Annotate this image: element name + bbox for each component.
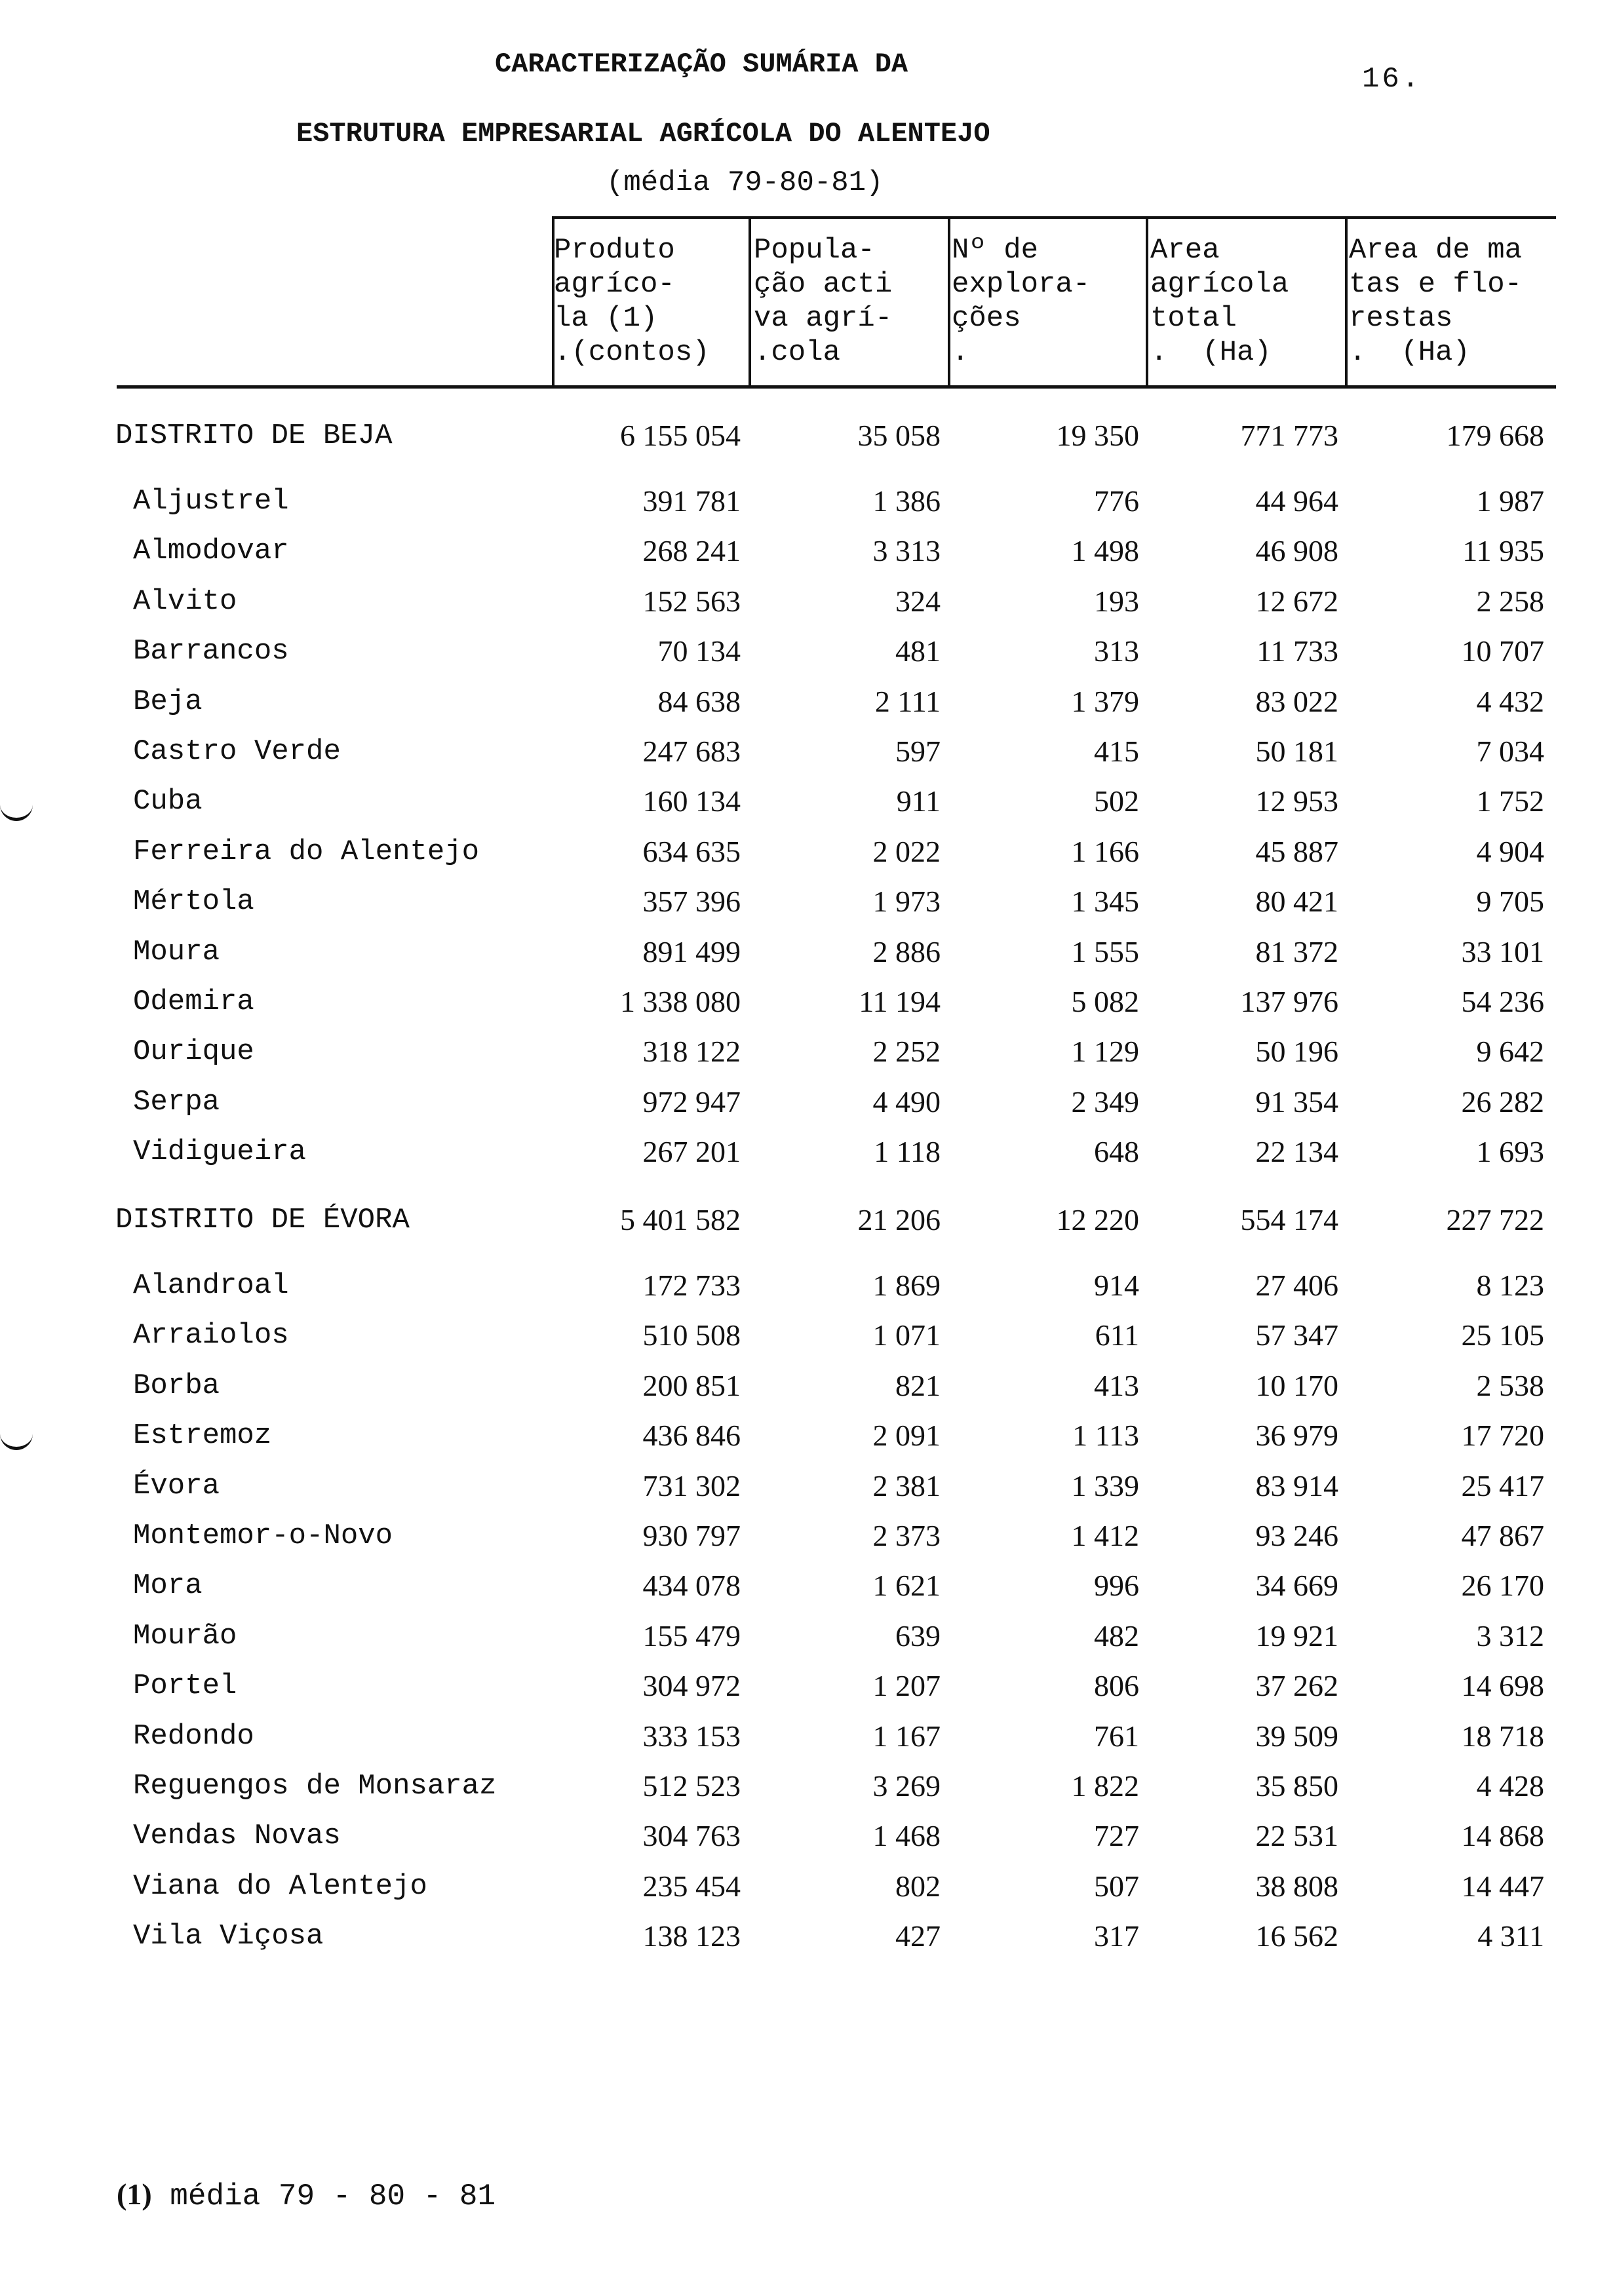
page-number: 16. [1362, 63, 1422, 96]
table-cell: 19 350 [1056, 419, 1139, 452]
table-row [0, 883, 1615, 920]
table-cell: 930 797 [642, 1519, 741, 1552]
table-cell: 8 123 [1476, 1269, 1544, 1302]
table-cell: 806 [1094, 1669, 1139, 1702]
table-cell: 3 269 [872, 1769, 941, 1803]
table-cell: 1 207 [872, 1669, 941, 1702]
table-cell: 33 101 [1461, 935, 1544, 968]
table-cell: 235 454 [642, 1869, 741, 1903]
municipality-name: Portel [133, 1670, 237, 1702]
header-top-rule [552, 216, 1556, 219]
table-cell: 2 373 [872, 1519, 941, 1552]
table-cell: 3 313 [872, 534, 941, 567]
table-cell: 155 479 [642, 1619, 741, 1653]
municipality-name: Mértola [133, 885, 254, 918]
table-cell: 639 [895, 1619, 941, 1653]
municipality-name: Aljustrel [133, 485, 289, 518]
table-cell: 1 338 080 [620, 985, 741, 1018]
table-cell: 27 406 [1255, 1269, 1338, 1302]
table-row [0, 1267, 1615, 1304]
table-cell: 1 987 [1476, 484, 1544, 518]
table-cell: 5 082 [1071, 985, 1139, 1018]
table-cell: 1 071 [872, 1318, 941, 1352]
table-cell: 554 174 [1240, 1203, 1338, 1236]
table-cell: 4 432 [1476, 685, 1544, 718]
table-cell: 50 196 [1255, 1035, 1338, 1068]
table-row [0, 1134, 1615, 1170]
table-row [0, 1668, 1615, 1704]
table-row [0, 1618, 1615, 1655]
table-row [0, 984, 1615, 1020]
table-row [0, 1567, 1615, 1604]
municipality-name: Castro Verde [133, 735, 341, 768]
table-cell: 179 668 [1446, 419, 1544, 452]
table-cell: 26 170 [1461, 1569, 1544, 1602]
table-cell: 2 886 [872, 935, 941, 968]
table-cell: 19 921 [1255, 1619, 1338, 1653]
municipality-name: Mora [133, 1569, 203, 1602]
table-cell: 510 508 [642, 1318, 741, 1352]
table-cell: 10 170 [1255, 1369, 1338, 1402]
table-cell: 172 733 [642, 1269, 741, 1302]
table-cell: 17 720 [1461, 1419, 1544, 1452]
table-row [0, 1868, 1615, 1905]
table-cell: 12 953 [1255, 784, 1338, 818]
table-cell: 1 621 [872, 1569, 941, 1602]
column-header-populacao-activa: Popula- ção acti va agrí- .cola [754, 234, 893, 369]
table-cell: 427 [895, 1919, 941, 1953]
table-cell: 911 [896, 784, 941, 818]
document-title-line-2: ESTRUTURA EMPRESARIAL AGRÍCOLA DO ALENTEJO [296, 118, 990, 149]
municipality-name: Borba [133, 1369, 220, 1402]
table-cell: 7 034 [1476, 735, 1544, 768]
table-cell: 304 763 [642, 1819, 741, 1852]
table-row [0, 1317, 1615, 1354]
table-cell: 21 206 [857, 1203, 941, 1236]
table-cell: 771 773 [1240, 419, 1338, 452]
municipality-name: Almodovar [133, 535, 289, 567]
table-cell: 34 669 [1255, 1569, 1338, 1602]
table-cell: 3 312 [1476, 1619, 1544, 1653]
table-cell: 333 153 [642, 1719, 741, 1753]
table-cell: 761 [1094, 1719, 1139, 1753]
table-row [0, 533, 1615, 569]
table-cell: 1 693 [1476, 1135, 1544, 1168]
table-cell: 227 722 [1446, 1203, 1544, 1236]
table-row [0, 1818, 1615, 1854]
municipality-name: Mourão [133, 1620, 237, 1653]
table-cell: 70 134 [657, 634, 741, 668]
table-cell: 357 396 [642, 885, 741, 918]
table-cell: 93 246 [1255, 1519, 1338, 1552]
table-cell: 1 345 [1071, 885, 1139, 918]
table-cell: 502 [1094, 784, 1139, 818]
table-cell: 35 058 [857, 419, 941, 452]
table-cell: 391 781 [642, 484, 741, 518]
municipality-name: Odemira [133, 985, 254, 1018]
table-cell: 891 499 [642, 935, 741, 968]
table-cell: 802 [895, 1869, 941, 1903]
document-title-line-1: CARACTERIZAÇÃO SUMÁRIA DA [495, 48, 908, 80]
table-row [0, 733, 1615, 770]
table-cell: 648 [1094, 1135, 1139, 1168]
table-cell: 22 134 [1255, 1135, 1338, 1168]
table-cell: 37 262 [1255, 1669, 1338, 1702]
table-cell: 2 022 [872, 835, 941, 868]
municipality-name: Ourique [133, 1035, 254, 1068]
municipality-name: Barrancos [133, 635, 289, 668]
table-row [0, 1918, 1615, 1955]
municipality-name: Ferreira do Alentejo [133, 835, 480, 868]
table-cell: 83 022 [1255, 685, 1338, 718]
table-cell: 84 638 [657, 685, 741, 718]
table-cell: 2 258 [1476, 584, 1544, 618]
table-cell: 5 401 582 [620, 1203, 741, 1236]
table-cell: 481 [895, 634, 941, 668]
table-cell: 11 935 [1462, 534, 1544, 567]
table-row [0, 1084, 1615, 1120]
footnote [117, 2177, 496, 2213]
district-name: DISTRITO DE ÉVORA [115, 1204, 410, 1236]
municipality-name: Moura [133, 936, 220, 968]
table-cell: 324 [895, 584, 941, 618]
column-header-produto-agricola: Produto agríco- la (1) .(contos) [554, 234, 710, 369]
column-header-area-agricola: Area agrícola total . (Ha) [1150, 234, 1289, 369]
table-cell: 160 134 [642, 784, 741, 818]
municipality-name: Vila Viçosa [133, 1920, 324, 1953]
table-cell: 2 252 [872, 1035, 941, 1068]
municipality-name: Serpa [133, 1086, 220, 1119]
table-cell: 597 [895, 735, 941, 768]
table-cell: 1 166 [1071, 835, 1139, 868]
district-row [0, 1202, 1615, 1238]
document-subtitle: (média 79-80-81) [606, 166, 884, 199]
table-row [0, 934, 1615, 970]
table-cell: 47 867 [1461, 1519, 1544, 1552]
table-cell: 25 105 [1461, 1318, 1544, 1352]
table-cell: 914 [1094, 1269, 1139, 1302]
table-cell: 436 846 [642, 1419, 741, 1452]
table-cell: 776 [1094, 484, 1139, 518]
table-cell: 1 118 [874, 1135, 941, 1168]
table-cell: 2 091 [872, 1419, 941, 1452]
column-header-n-exploracoes: Nº de explora- ções . [952, 234, 1091, 369]
table-cell: 9 705 [1476, 885, 1544, 918]
table-row [0, 1033, 1615, 1070]
table-cell: 4 311 [1477, 1919, 1544, 1953]
table-cell: 45 887 [1255, 835, 1338, 868]
table-row [0, 1468, 1615, 1504]
table-cell: 267 201 [642, 1135, 741, 1168]
column-divider [1345, 216, 1348, 388]
municipality-name: Alandroal [133, 1269, 289, 1302]
table-cell: 304 972 [642, 1669, 741, 1702]
table-cell: 16 562 [1255, 1919, 1338, 1953]
table-cell: 80 421 [1255, 885, 1338, 918]
table-cell: 268 241 [642, 534, 741, 567]
column-header-area-matas: Area de ma tas e flo- restas . (Ha) [1349, 234, 1523, 369]
table-row [0, 683, 1615, 720]
municipality-name: Vidigueira [133, 1136, 307, 1168]
table-row [0, 1417, 1615, 1454]
table-cell: 821 [895, 1369, 941, 1402]
table-cell: 4 904 [1476, 835, 1544, 868]
table-cell: 83 914 [1255, 1469, 1338, 1502]
table-row [0, 1718, 1615, 1755]
table-row [0, 1518, 1615, 1554]
table-cell: 138 123 [642, 1919, 741, 1953]
table-cell: 11 194 [859, 985, 941, 1018]
table-cell: 12 672 [1255, 584, 1338, 618]
table-cell: 1 869 [872, 1269, 941, 1302]
table-cell: 14 698 [1461, 1669, 1544, 1702]
footnote-text: média 79 - 80 - 81 [170, 2179, 496, 2213]
table-cell: 611 [1095, 1318, 1139, 1352]
municipality-name: Viana do Alentejo [133, 1870, 427, 1903]
table-cell: 507 [1094, 1869, 1139, 1903]
municipality-name: Redondo [133, 1720, 254, 1753]
table-cell: 9 642 [1476, 1035, 1544, 1068]
table-cell: 14 447 [1461, 1869, 1544, 1903]
table-cell: 81 372 [1255, 935, 1338, 968]
table-cell: 6 155 054 [620, 419, 741, 452]
table-cell: 4 428 [1476, 1769, 1544, 1803]
table-cell: 12 220 [1056, 1203, 1139, 1236]
column-divider [749, 216, 751, 388]
footnote-mark: (1) [117, 2177, 152, 2211]
table-cell: 727 [1094, 1819, 1139, 1852]
table-cell: 1 379 [1071, 685, 1139, 718]
table-cell: 1 129 [1071, 1035, 1139, 1068]
table-row [0, 583, 1615, 620]
table-cell: 415 [1094, 735, 1139, 768]
table-cell: 1 498 [1071, 534, 1139, 567]
municipality-name: Cuba [133, 785, 203, 818]
table-cell: 1 752 [1476, 784, 1544, 818]
table-cell: 25 417 [1461, 1469, 1544, 1502]
table-row [0, 633, 1615, 670]
table-cell: 1 822 [1071, 1769, 1139, 1803]
table-cell: 1 973 [872, 885, 941, 918]
table-cell: 54 236 [1461, 985, 1544, 1018]
table-cell: 972 947 [642, 1085, 741, 1119]
municipality-name: Vendas Novas [133, 1820, 341, 1852]
table-cell: 26 282 [1461, 1085, 1544, 1119]
municipality-name: Alvito [133, 585, 237, 618]
table-cell: 434 078 [642, 1569, 741, 1602]
table-cell: 46 908 [1255, 534, 1338, 567]
table-cell: 18 718 [1461, 1719, 1544, 1753]
table-cell: 1 339 [1071, 1469, 1139, 1502]
municipality-name: Estremoz [133, 1419, 272, 1452]
table-cell: 1 412 [1071, 1519, 1139, 1552]
table-cell: 91 354 [1255, 1085, 1338, 1119]
table-cell: 152 563 [642, 584, 741, 618]
table-cell: 1 167 [872, 1719, 941, 1753]
table-cell: 39 509 [1255, 1719, 1338, 1753]
table-cell: 512 523 [642, 1769, 741, 1803]
table-cell: 1 113 [1072, 1419, 1139, 1452]
table-row [0, 483, 1615, 520]
table-cell: 2 381 [872, 1469, 941, 1502]
municipality-name: Reguengos de Monsaraz [133, 1770, 497, 1803]
table-cell: 200 851 [642, 1369, 741, 1402]
district-name: DISTRITO DE BEJA [115, 419, 393, 452]
table-cell: 14 868 [1461, 1819, 1544, 1852]
table-cell: 35 850 [1255, 1769, 1338, 1803]
table-cell: 731 302 [642, 1469, 741, 1502]
district-row [0, 417, 1615, 454]
municipality-name: Beja [133, 685, 203, 718]
header-bottom-rule [117, 385, 1556, 389]
table-cell: 317 [1094, 1919, 1139, 1953]
municipality-name: Montemor-o-Novo [133, 1520, 393, 1552]
table-row [0, 1368, 1615, 1404]
table-cell: 413 [1094, 1369, 1139, 1402]
table-cell: 482 [1094, 1619, 1139, 1653]
table-cell: 137 976 [1240, 985, 1338, 1018]
table-cell: 2 349 [1071, 1085, 1139, 1119]
table-cell: 996 [1094, 1569, 1139, 1602]
table-cell: 38 808 [1255, 1869, 1338, 1903]
table-cell: 2 538 [1476, 1369, 1544, 1402]
table-cell: 10 707 [1461, 634, 1544, 668]
table-cell: 11 733 [1256, 634, 1338, 668]
municipality-name: Évora [133, 1470, 220, 1502]
table-cell: 193 [1094, 584, 1139, 618]
table-cell: 50 181 [1255, 735, 1338, 768]
table-cell: 57 347 [1255, 1318, 1338, 1352]
table-cell: 36 979 [1255, 1419, 1338, 1452]
table-row [0, 783, 1615, 820]
table-cell: 313 [1094, 634, 1139, 668]
table-row [0, 833, 1615, 870]
column-divider [948, 216, 950, 388]
table-row [0, 1768, 1615, 1805]
table-cell: 22 531 [1255, 1819, 1338, 1852]
table-cell: 634 635 [642, 835, 741, 868]
table-cell: 2 111 [874, 685, 941, 718]
table-cell: 247 683 [642, 735, 741, 768]
table-cell: 4 490 [872, 1085, 941, 1119]
table-cell: 1 468 [872, 1819, 941, 1852]
table-cell: 318 122 [642, 1035, 741, 1068]
table-cell: 1 386 [872, 484, 941, 518]
municipality-name: Arraiolos [133, 1319, 289, 1352]
table-cell: 44 964 [1255, 484, 1338, 518]
table-cell: 1 555 [1071, 935, 1139, 968]
column-divider [1146, 216, 1148, 388]
